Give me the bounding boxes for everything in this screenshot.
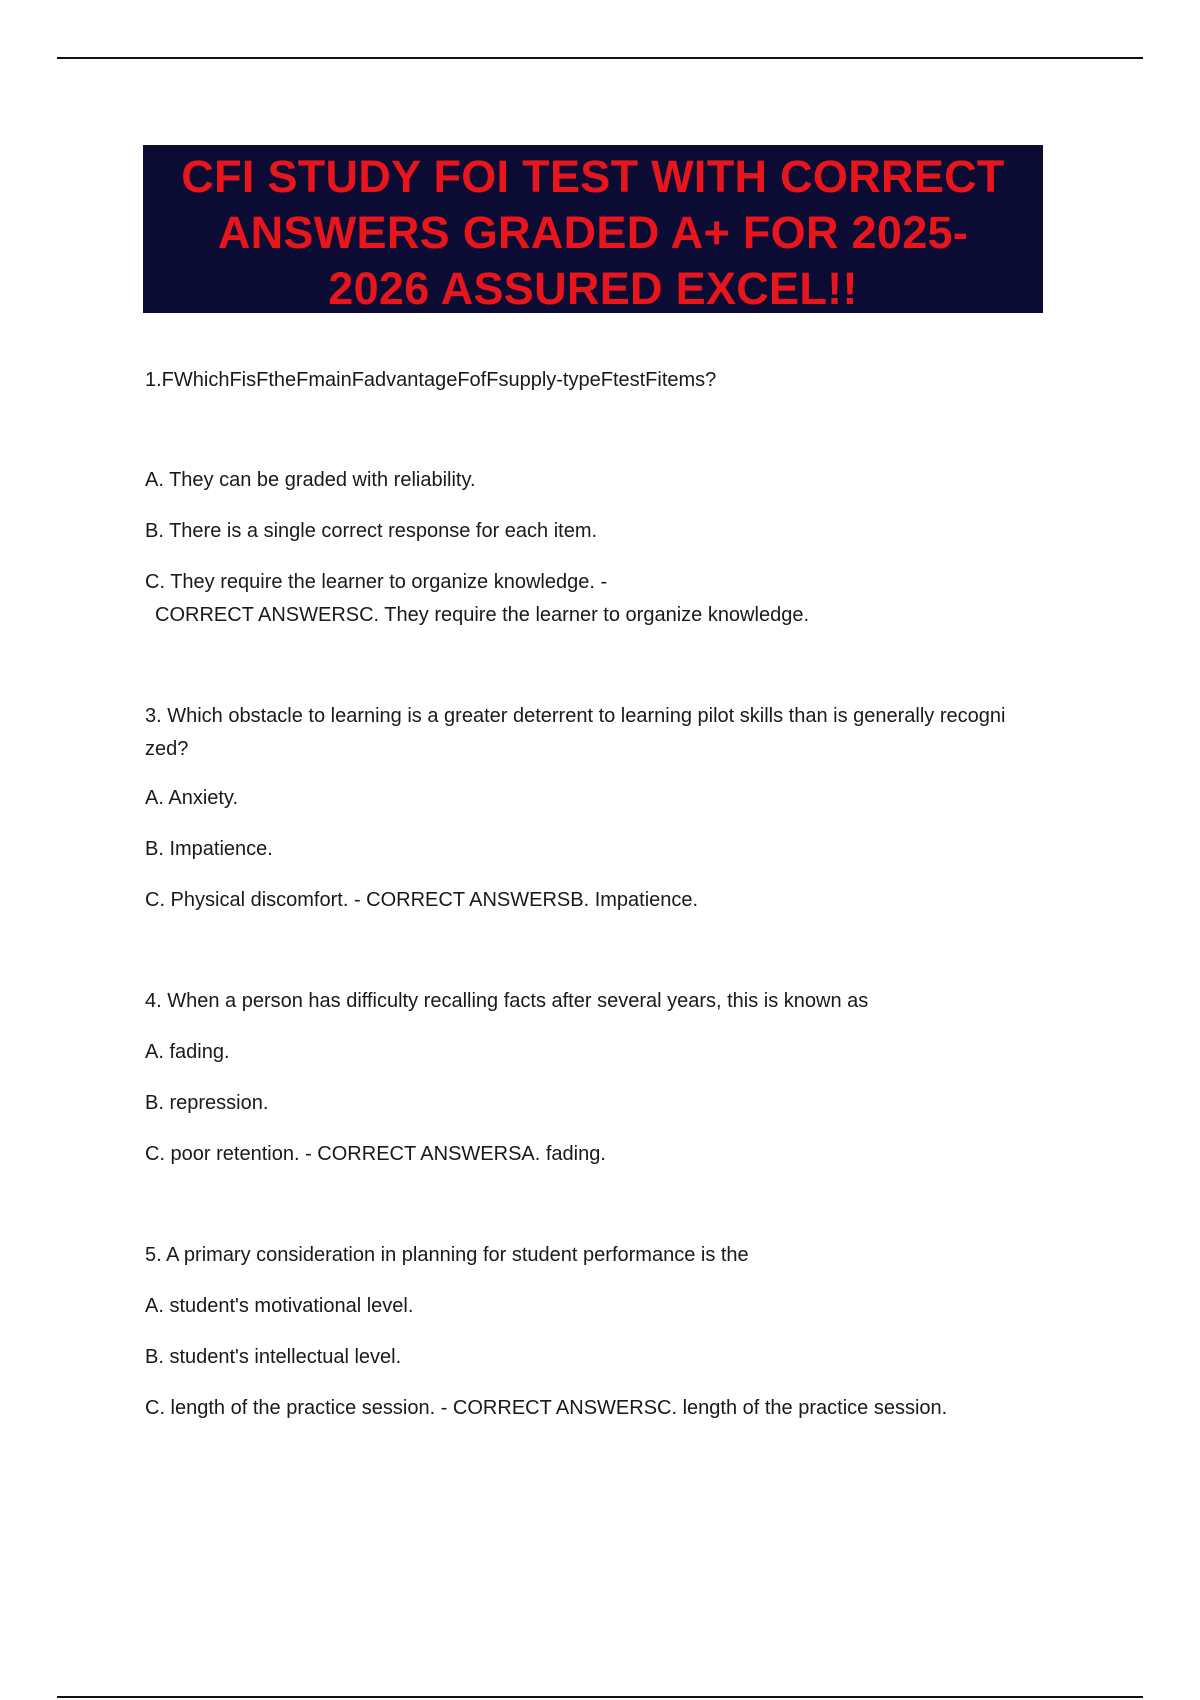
title-line-1: CFI STUDY FOI TEST WITH CORRECT — [181, 151, 1005, 202]
question-block-4 — [145, 985, 1095, 1171]
option-a: A. fading. — [145, 1041, 230, 1063]
option-c: C. length of the practice session. - CORRECT ANSWERSC. length of the practice session. — [145, 1397, 948, 1419]
question-block-5 — [145, 1239, 1095, 1425]
option-b: B. repression. — [145, 1092, 269, 1114]
bottom-rule — [57, 1696, 1143, 1698]
question-text: 4. When a person has difficulty recalling facts after several years, this is known as — [145, 990, 869, 1012]
question-text: 5. A primary consideration in planning for student performance is the — [145, 1244, 749, 1266]
option-c — [145, 566, 1095, 632]
title-line-2: ANSWERS GRADED A+ FOR 2025- — [217, 207, 969, 258]
option-a: A. Anxiety. — [145, 787, 239, 809]
option-c: C. poor retention. - CORRECT ANSWERSA. fading. — [145, 1143, 606, 1165]
correct-answer: CORRECT ANSWERSC. They require the learner to organize knowledge. — [155, 604, 809, 626]
option-b: B. student's intellectual level. — [145, 1346, 402, 1368]
option-b: B. Impatience. — [145, 838, 273, 860]
option-b: B. There is a single correct response for each item. — [145, 520, 598, 542]
option-a: A. student's motivational level. — [145, 1295, 414, 1317]
spacer — [145, 1171, 1095, 1239]
spacer — [145, 917, 1095, 985]
option-c: C. Physical discomfort. - CORRECT ANSWERSB. Impatience. — [145, 889, 699, 911]
question-text-line-1: 3. Which obstacle to learning is a greater deterrent to learning pilot skills than is generally recogni — [145, 705, 1006, 727]
spacer — [145, 632, 1095, 700]
option-c-text: C. They require the learner to organize knowledge. - — [145, 571, 608, 593]
question-block-3 — [145, 700, 1095, 917]
question-text — [145, 700, 1095, 766]
title-banner — [143, 145, 1043, 313]
top-rule — [57, 57, 1143, 59]
question-list — [145, 364, 1095, 1425]
option-a: A. They can be graded with reliability. — [145, 469, 476, 491]
question-text-line-2: zed? — [145, 738, 189, 760]
question-text: 1.FWhichFisFtheFmainFadvantageFofFsupply-typeFtestFitems? — [145, 369, 717, 391]
question-block-1 — [145, 364, 1095, 632]
title-line-3: 2026 ASSURED EXCEL!! — [328, 263, 858, 314]
